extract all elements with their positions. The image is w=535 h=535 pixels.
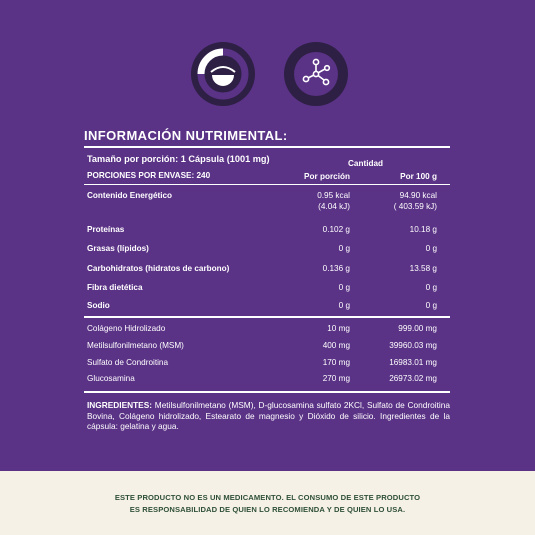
active-per-serving: 170 mg — [322, 358, 350, 367]
nutrient-label: Fibra dietética — [87, 283, 143, 292]
col-per-serving-header: Por porción — [304, 172, 350, 181]
active-label: Colágeno Hidrolizado — [87, 324, 166, 333]
table-bottom-rule — [84, 391, 450, 393]
active-per-100: 999.00 mg — [398, 324, 437, 333]
nutrition-title: INFORMACIÓN NUTRIMENTAL: — [84, 128, 288, 143]
nutrient-per-serving: 0.136 g — [322, 264, 350, 273]
nutrient-label: Sodio — [87, 301, 110, 310]
energy-per-100-kj: ( 403.59 kJ) — [393, 202, 437, 211]
nutrient-label: Carbohidratos (hidratos de carbono) — [87, 264, 230, 273]
nutrient-per-100: 0 g — [425, 301, 437, 310]
active-per-100: 39960.03 mg — [389, 341, 437, 350]
active-per-100: 16983.01 mg — [389, 358, 437, 367]
section-rule — [84, 316, 450, 318]
energy-per-100-kcal: 94.90 kcal — [399, 191, 437, 200]
nutrient-per-serving: 0 g — [338, 283, 350, 292]
smiling-face-capsule-icon — [191, 42, 255, 106]
ingredients-label: INGREDIENTES: — [87, 400, 152, 410]
ingredients-block — [87, 400, 450, 432]
nutrient-per-100: 10.18 g — [409, 225, 437, 234]
molecule-icon — [284, 42, 348, 106]
disclaimer-line: ES RESPONSABILIDAD DE QUIEN LO RECOMIENDA Y DE QUIEN LO USA. — [129, 505, 406, 514]
active-label: Glucosamina — [87, 374, 135, 383]
active-label: Sulfato de Condroitina — [87, 358, 169, 367]
quantity-header: Cantidad — [348, 159, 384, 168]
active-per-100: 26973.02 mg — [389, 374, 437, 383]
table-top-rule — [84, 146, 450, 148]
ingredients-text: Metilsulfonilmetano (MSM), D-glucosamina sulfato 2KCl, Sulfato de Condroitina Bovina, Colágeno hidrolizado, Estearato de magnesio y Dióxido de silicio. Ingredientes de la cápsula: gelatina y agua. — [87, 400, 450, 432]
energy-label: Contenido Energético — [87, 191, 173, 200]
nutrient-per-serving: 0 g — [338, 244, 350, 253]
active-label: Metilsulfonilmetano (MSM) — [87, 341, 184, 350]
energy-per-serving-kcal: 0.95 kcal — [317, 191, 350, 200]
active-per-serving: 270 mg — [322, 374, 350, 383]
active-per-serving: 400 mg — [322, 341, 350, 350]
nutrient-per-serving: 0 g — [338, 301, 350, 310]
serving-size: Tamaño por porción: 1 Cápsula (1001 mg) — [87, 154, 270, 164]
nutrient-per-100: 0 g — [425, 244, 437, 253]
active-per-serving: 10 mg — [327, 324, 350, 333]
nutrient-per-100: 0 g — [425, 283, 437, 292]
nutrient-label: Proteínas — [87, 225, 125, 234]
col-per-100g-header: Por 100 g — [400, 172, 437, 181]
nutrient-per-100: 13.58 g — [409, 264, 437, 273]
nutrient-label: Grasas (lípidos) — [87, 244, 149, 253]
servings-per-container: PORCIONES POR ENVASE: 240 — [87, 171, 211, 180]
nutrient-per-serving: 0.102 g — [322, 225, 350, 234]
header-rule — [84, 184, 450, 185]
disclaimer-footer — [0, 471, 535, 535]
disclaimer-line: ESTE PRODUCTO NO ES UN MEDICAMENTO. EL CONSUMO DE ESTE PRODUCTO — [114, 493, 421, 502]
energy-per-serving-kj: (4.04 kJ) — [318, 202, 350, 211]
